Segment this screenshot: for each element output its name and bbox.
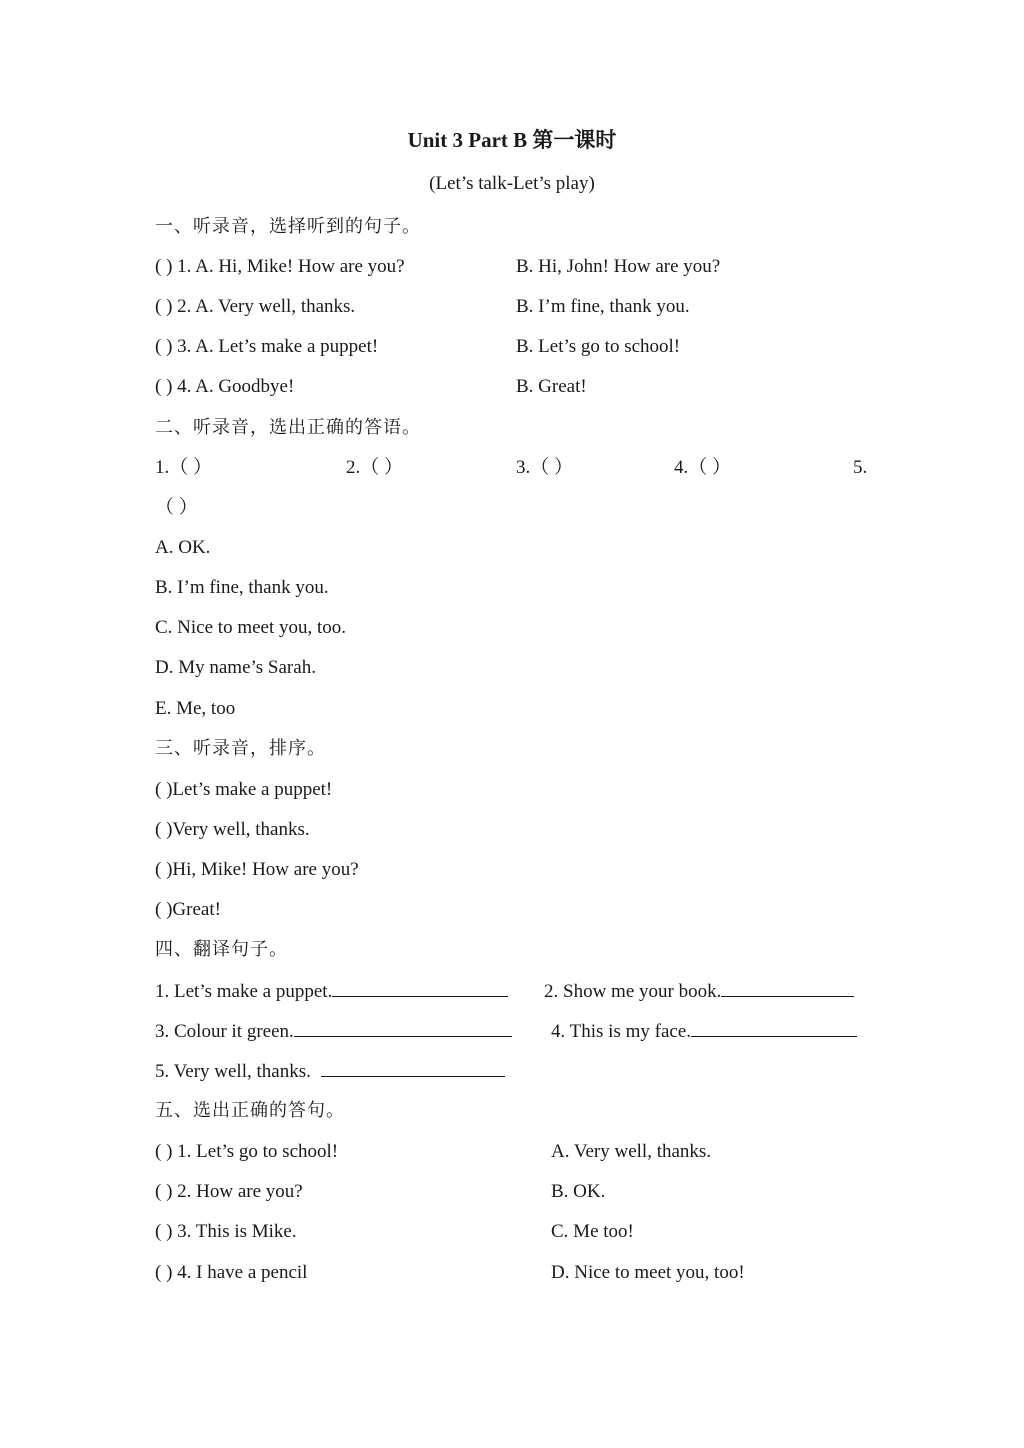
s2-option-a: A. OK. [155, 537, 211, 558]
page-title: Unit 3 Part B 第一课时 [407, 128, 617, 152]
s4-item1 [155, 978, 508, 1005]
s3-item2: ( )Very well, thanks. [155, 819, 310, 840]
s1-item1-right: B. Hi, John! How are you? [516, 256, 721, 277]
answer-line[interactable] [294, 1018, 512, 1037]
s5-item2-right: B. OK. [551, 1181, 606, 1202]
s2-option-b: B. I’m fine, thank you. [155, 577, 329, 598]
s1-item4-left: ( ) 4. A. Goodbye! [155, 376, 295, 397]
s4-item4-text: 4. This is my face. [551, 1021, 692, 1042]
s4-item2 [544, 978, 854, 1005]
section1-heading: 一、听录音，选择听到的句子。 [155, 216, 421, 237]
s2-option-d: D. My name’s Sarah. [155, 657, 316, 678]
s1-item2-left: ( ) 2. A. Very well, thanks. [155, 296, 356, 317]
s1-item3-left: ( ) 3. A. Let’s make a puppet! [155, 336, 379, 357]
s4-item5 [155, 1058, 505, 1085]
answer-line[interactable] [321, 1058, 505, 1077]
s2-blank3: 3.（ ） [516, 457, 574, 478]
s3-item4: ( )Great! [155, 899, 221, 920]
s5-item2-left: ( ) 2. How are you? [155, 1181, 303, 1202]
s1-item3-right: B. Let’s go to school! [516, 336, 681, 357]
s1-item4-right: B. Great! [516, 376, 587, 397]
s5-item4-left: ( ) 4. I have a pencil [155, 1262, 308, 1283]
s4-item4 [551, 1018, 857, 1045]
s2-blank2: 2.（ ） [346, 457, 404, 478]
s5-item3-right: C. Me too! [551, 1221, 634, 1242]
s1-item1-left: ( ) 1. A. Hi, Mike! How are you? [155, 256, 405, 277]
s4-item1-text: 1. Let’s make a puppet. [155, 981, 333, 1002]
s5-item4-right: D. Nice to meet you, too! [551, 1262, 745, 1283]
s2-blank5: 5. [853, 457, 868, 478]
s2-blank1: 1.（ ） [155, 457, 213, 478]
section3-heading: 三、听录音，排序。 [155, 738, 326, 759]
s2-blank5-cont: （ ） [155, 497, 198, 518]
answer-line[interactable] [721, 978, 854, 997]
s4-item3-text: 3. Colour it green. [155, 1021, 294, 1042]
s3-item1: ( )Let’s make a puppet! [155, 779, 333, 800]
s4-item5-text: 5. Very well, thanks. [155, 1061, 311, 1082]
section4-heading: 四、翻译句子。 [155, 939, 288, 960]
answer-line[interactable] [332, 978, 508, 997]
s4-item3 [155, 1018, 512, 1045]
s1-item2-right: B. I’m fine, thank you. [516, 296, 690, 317]
section5-heading: 五、选出正确的答句。 [155, 1100, 345, 1121]
s5-item3-left: ( ) 3. This is Mike. [155, 1221, 297, 1242]
s4-item2-text: 2. Show me your book. [544, 981, 722, 1002]
page-subtitle: (Let’s talk-Let’s play) [429, 173, 595, 194]
s3-item3: ( )Hi, Mike! How are you? [155, 859, 359, 880]
answer-line[interactable] [691, 1018, 857, 1037]
s5-item1-right: A. Very well, thanks. [551, 1141, 712, 1162]
s2-option-e: E. Me, too [155, 698, 236, 719]
s2-option-c: C. Nice to meet you, too. [155, 617, 347, 638]
s5-item1-left: ( ) 1. Let’s go to school! [155, 1141, 339, 1162]
s2-blank4: 4.（ ） [674, 457, 732, 478]
section2-heading: 二、听录音，选出正确的答语。 [155, 417, 421, 438]
